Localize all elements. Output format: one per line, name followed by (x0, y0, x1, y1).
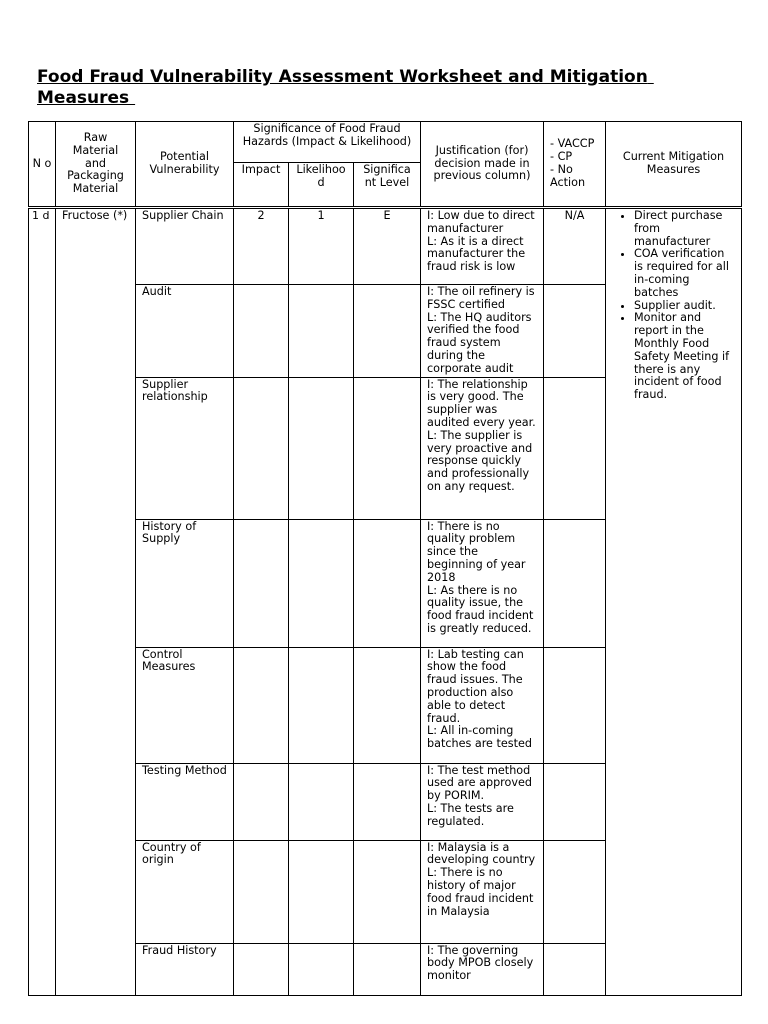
likelihood-cell (289, 840, 354, 943)
vaccp-cell (544, 943, 606, 995)
vaccp-cell (544, 840, 606, 943)
significant-level-cell: E (354, 208, 421, 285)
mitigation-item: • Monitor and report in the Monthly Food Safety Meeting if there is any incident of food fraud. (634, 312, 735, 402)
impact-cell (234, 285, 289, 378)
row-number: 1 d (29, 208, 56, 996)
justification-cell: I: Low due to direct manufacturer L: As it is a direct manufacturer the fraud risk is low (421, 208, 544, 285)
likelihood-cell (289, 647, 354, 763)
header-potential-vulnerability: Potential Vulnerability (136, 122, 234, 208)
header-justification: Justification (for) decision made in previous column) (421, 122, 544, 208)
vulnerability-cell: History of Supply (136, 519, 234, 647)
significant-level-cell (354, 763, 421, 840)
impact-cell (234, 840, 289, 943)
vulnerability-cell: Country of origin (136, 840, 234, 943)
vaccp-cell (544, 285, 606, 378)
impact-cell (234, 763, 289, 840)
impact-cell (234, 519, 289, 647)
header-impact: Impact (234, 163, 289, 208)
header-likelihood: Likelihoo d (289, 163, 354, 208)
header-mitigation: Current Mitigation Measures (606, 122, 742, 208)
significant-level-cell (354, 377, 421, 519)
vulnerability-cell: Fraud History (136, 943, 234, 995)
raw-material-cell: Fructose (*) (56, 208, 136, 996)
assessment-table (28, 121, 742, 996)
page-title: Food Fraud Vulnerability Assessment Worksheet and Mitigation Measures (37, 67, 654, 108)
likelihood-cell (289, 519, 354, 647)
mitigation-item: • Supplier audit. (634, 300, 735, 313)
significant-level-cell (354, 943, 421, 995)
significant-level-cell (354, 840, 421, 943)
likelihood-cell (289, 943, 354, 995)
justification-cell: I: The oil refinery is FSSC certified L: The HQ auditors verified the food fraud system during the corporate audit (421, 285, 544, 378)
impact-cell: 2 (234, 208, 289, 285)
vulnerability-cell: Supplier relationship (136, 377, 234, 519)
header-raw-material: Raw Material and Packaging Material (56, 122, 136, 208)
justification-cell: I: Malaysia is a developing country L: There is no history of major food fraud incident in Malaysia (421, 840, 544, 943)
justification-cell: I: Lab testing can show the food fraud issues. The production also able to detect fraud. L: All in-coming batches are tested (421, 647, 544, 763)
vulnerability-cell: Supplier Chain (136, 208, 234, 285)
impact-cell (234, 377, 289, 519)
mitigation-item: • COA verification is required for all in-coming batches (634, 248, 735, 299)
table-row (29, 208, 742, 285)
vaccp-cell (544, 647, 606, 763)
significant-level-cell (354, 285, 421, 378)
header-significance: Significance of Food Fraud Hazards (Impact & Likelihood) (234, 122, 421, 163)
significant-level-cell (354, 647, 421, 763)
mitigation-item: • Direct purchase from manufacturer (634, 210, 735, 248)
header-no: N o (29, 122, 56, 208)
impact-cell (234, 647, 289, 763)
justification-cell: I: The relationship is very good. The supplier was audited every year. L: The supplier is very proactive and response quickly and professionally on any request. (421, 377, 544, 519)
significant-level-cell (354, 519, 421, 647)
vaccp-cell: N/A (544, 208, 606, 285)
vulnerability-cell: Testing Method (136, 763, 234, 840)
vulnerability-cell: Audit (136, 285, 234, 378)
impact-cell (234, 943, 289, 995)
vulnerability-cell: Control Measures (136, 647, 234, 763)
justification-cell: I: There is no quality problem since the beginning of year 2018 L: As there is no quality issue, the food fraud incident is greatly reduced. (421, 519, 544, 647)
likelihood-cell (289, 285, 354, 378)
vaccp-cell (544, 519, 606, 647)
header-vaccp: - VACCP - CP - No Action (544, 122, 606, 208)
mitigation-cell (606, 208, 742, 996)
vaccp-cell (544, 377, 606, 519)
likelihood-cell: 1 (289, 208, 354, 285)
vaccp-cell (544, 763, 606, 840)
justification-cell: I: The test method used are approved by PORIM. L: The tests are regulated. (421, 763, 544, 840)
header-significant-level: Significa nt Level (354, 163, 421, 208)
justification-cell: I: The governing body MPOB closely monitor (421, 943, 544, 995)
likelihood-cell (289, 377, 354, 519)
likelihood-cell (289, 763, 354, 840)
mitigation-list (612, 210, 735, 402)
